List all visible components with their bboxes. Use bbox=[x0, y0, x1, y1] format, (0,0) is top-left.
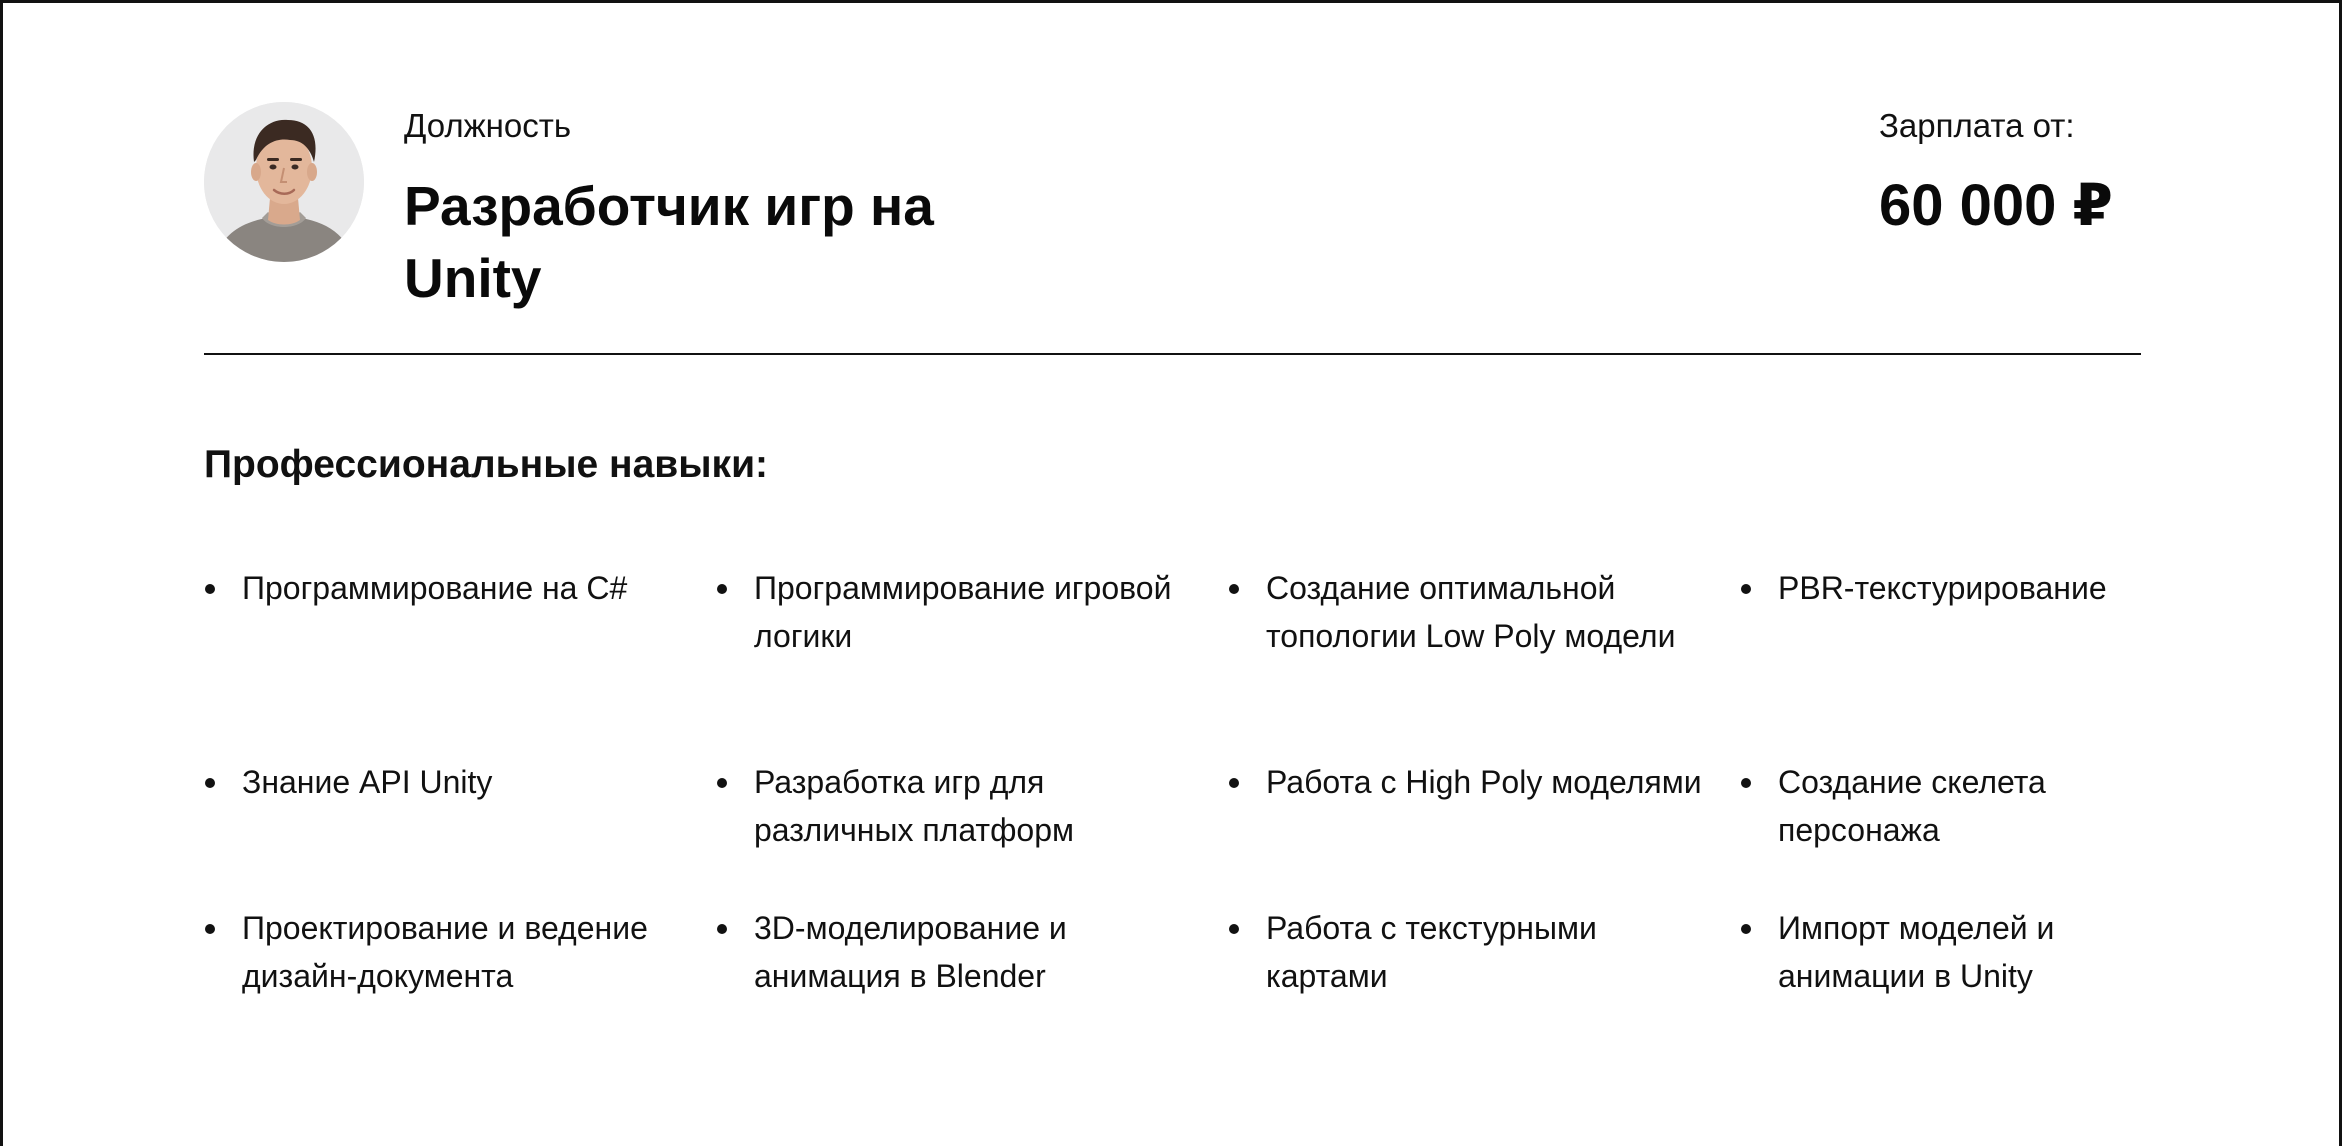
skill-item bbox=[716, 758, 1228, 904]
bullet-icon bbox=[1229, 584, 1239, 594]
skill-label: Знание API Unity bbox=[242, 764, 493, 800]
skills-heading: Профессиональные навыки: bbox=[204, 443, 769, 486]
skill-item bbox=[1740, 904, 2141, 1050]
skill-label: Программирование на C# bbox=[242, 570, 628, 606]
bullet-icon bbox=[717, 584, 727, 594]
position-label: Должность bbox=[404, 107, 572, 144]
skill-item bbox=[716, 564, 1228, 758]
skills-list bbox=[204, 564, 2141, 1050]
bullet-icon bbox=[205, 778, 215, 788]
bullet-icon bbox=[205, 584, 215, 594]
skill-label: Работа с текстурными картами bbox=[1266, 910, 1597, 994]
bullet-icon bbox=[205, 924, 215, 934]
position-title: Разработчик игр на Unity bbox=[404, 175, 934, 309]
skill-item bbox=[204, 758, 716, 904]
skill-label: Разработка игр для различных платформ bbox=[754, 764, 1074, 848]
avatar bbox=[204, 102, 364, 262]
skill-item bbox=[1228, 758, 1740, 904]
skill-label: Работа с High Poly моделями bbox=[1266, 764, 1702, 800]
salary-label: Зарплата от: bbox=[1879, 107, 2075, 144]
skill-label: Проектирование и ведение дизайн-документа bbox=[242, 910, 648, 994]
skill-label: 3D-моделирование и анимация в Blender bbox=[754, 910, 1067, 994]
skill-item bbox=[1740, 564, 2141, 758]
bullet-icon bbox=[1741, 778, 1751, 788]
skill-item bbox=[1228, 564, 1740, 758]
skill-item bbox=[1228, 904, 1740, 1050]
skill-item bbox=[716, 904, 1228, 1050]
skill-label: PBR-текстурирование bbox=[1778, 570, 2107, 606]
skill-item bbox=[204, 904, 716, 1050]
bullet-icon bbox=[1229, 778, 1239, 788]
skill-label: Создание скелета персонажа bbox=[1778, 764, 2046, 848]
skill-label: Создание оптимальной топологии Low Poly модели bbox=[1266, 570, 1676, 654]
bullet-icon bbox=[1741, 584, 1751, 594]
bullet-icon bbox=[1741, 924, 1751, 934]
skill-item bbox=[1740, 758, 2141, 904]
bullet-icon bbox=[717, 924, 727, 934]
skill-label: Программирование игровой логики bbox=[754, 570, 1172, 654]
avatar-portrait-icon bbox=[204, 102, 364, 262]
bullet-icon bbox=[717, 778, 727, 788]
divider bbox=[204, 353, 2141, 355]
skill-label: Импорт моделей и анимации в Unity bbox=[1778, 910, 2055, 994]
skill-item bbox=[204, 564, 716, 758]
bullet-icon bbox=[1229, 924, 1239, 934]
salary-value: 60 000 ₽ bbox=[1879, 173, 2113, 238]
